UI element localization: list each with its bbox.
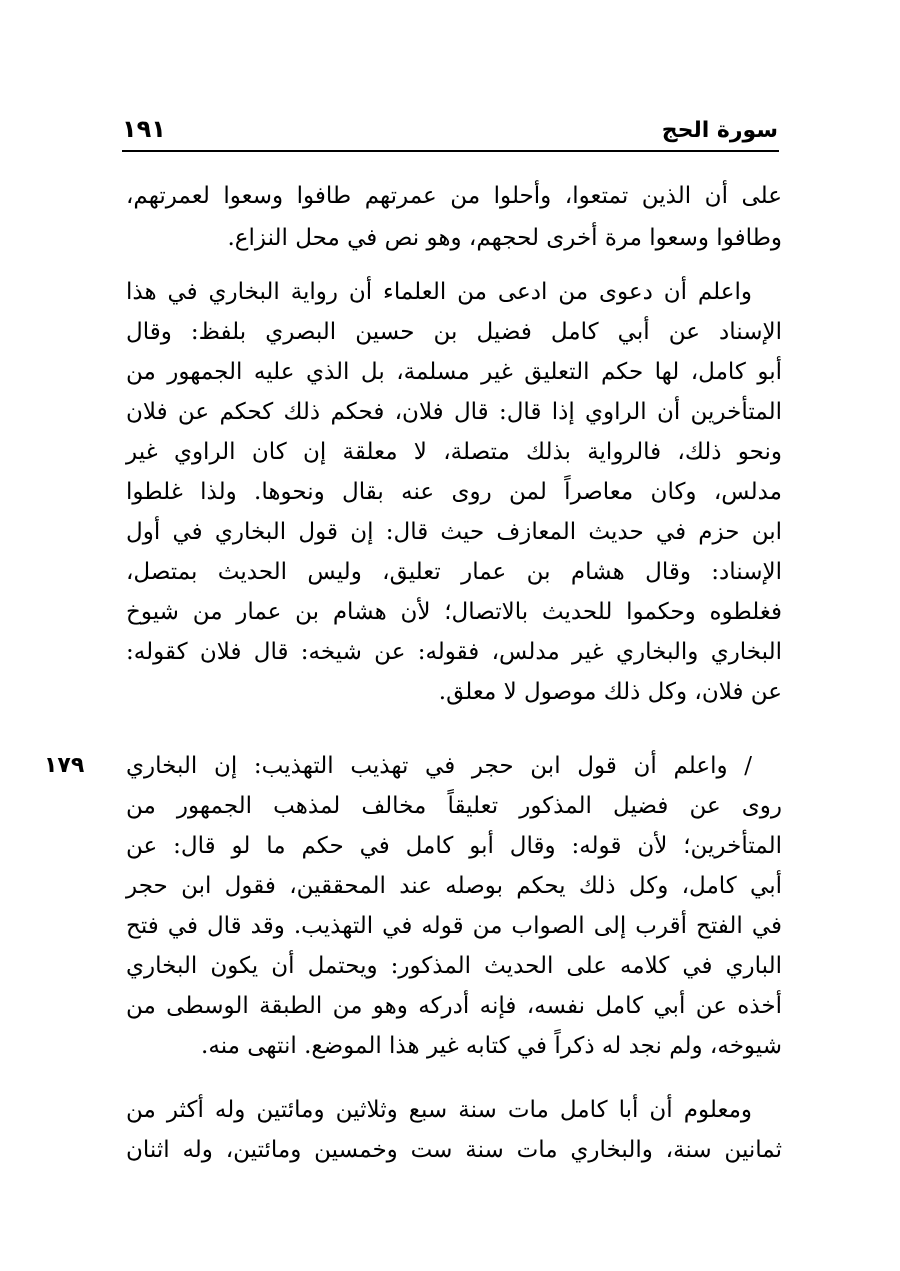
text-line: وطافوا وسعوا مرة أخرى لحجهم، وهو نص في محل النزاع. <box>227 225 782 251</box>
page-number: ١٩١ <box>122 115 166 143</box>
text-line: فغلطوه وحكموا للحديث بالاتصال؛ لأن هشام بن عمار من شيوخ <box>126 599 782 625</box>
surah-title: سورة الحج <box>661 118 778 143</box>
text-line: أبي كامل، وكل ذلك يحكم بوصله عند المحققين، فقول ابن حجر <box>126 873 782 899</box>
text-line: في الفتح أقرب إلى الصواب من قوله في التهذيب. وقد قال في فتح <box>126 913 782 939</box>
text-line: روى عن فضيل المذكور تعليقاً مخالف لمذهب الجمهور من <box>126 793 782 819</box>
text-line: شيوخه، ولم نجد له ذكراً في كتابه غير هذا الموضع. انتهى منه. <box>201 1033 782 1059</box>
text-line: المتأخرين؛ لأن قوله: وقال أبو كامل في حكم ما لو قال: عن <box>126 833 782 859</box>
text-line: ونحو ذلك، فالرواية بذلك متصلة، لا معلقة إن كان الراوي غير <box>126 439 782 465</box>
text-line: الإسناد عن أبي كامل فضيل بن حسين البصري بلفظ: وقال <box>126 319 782 345</box>
margin-page-reference: ١٧٩ <box>44 753 85 778</box>
text-line: عن فلان، وكل ذلك موصول لا معلق. <box>438 679 782 705</box>
text-line: أخذه عن أبي كامل نفسه، فإنه أدركه وهو من الطبقة الوسطى من <box>126 993 782 1019</box>
text-line: الإسناد: وقال هشام بن عمار تعليق، وليس الحديث بمتصل، <box>126 559 782 585</box>
text-line: ومعلوم أن أبا كامل مات سنة سبع وثلاثين ومائتين وله أكثر من <box>126 1097 752 1123</box>
running-header <box>122 108 778 150</box>
text-line: مدلس، وكان معاصراً لمن روى عنه بقال ونحوها. ولذا غلطوا <box>126 479 782 505</box>
text-line: واعلم أن دعوى من ادعى من العلماء أن رواية البخاري في هذا <box>126 279 752 305</box>
text-line: على أن الذين تمتعوا، وأحلوا من عمرتهم طافوا وسعوا لعمرتهم، <box>126 183 782 209</box>
text-line: ثمانين سنة، والبخاري مات سنة ست وخمسين ومائتين، وله اثنان <box>126 1137 782 1163</box>
text-line: الباري في كلامه على الحديث المذكور: ويحتمل أن يكون البخاري <box>126 953 782 979</box>
text-line: ابن حزم في حديث المعازف حيث قال: إن قول البخاري في أول <box>126 519 782 545</box>
text-line: المتأخرين أن الراوي إذا قال: قال فلان، فحكم ذلك كحكم عن فلان <box>126 399 782 425</box>
header-rule <box>122 150 779 152</box>
text-line: / واعلم أن قول ابن حجر في تهذيب التهذيب: إن البخاري <box>126 753 752 779</box>
text-line: البخاري والبخاري غير مدلس، فقوله: عن شيخه: قال فلان كقوله: <box>126 639 782 665</box>
text-line: أبو كامل، لها حكم التعليق غير مسلمة، بل الذي عليه الجمهور من <box>126 359 782 385</box>
